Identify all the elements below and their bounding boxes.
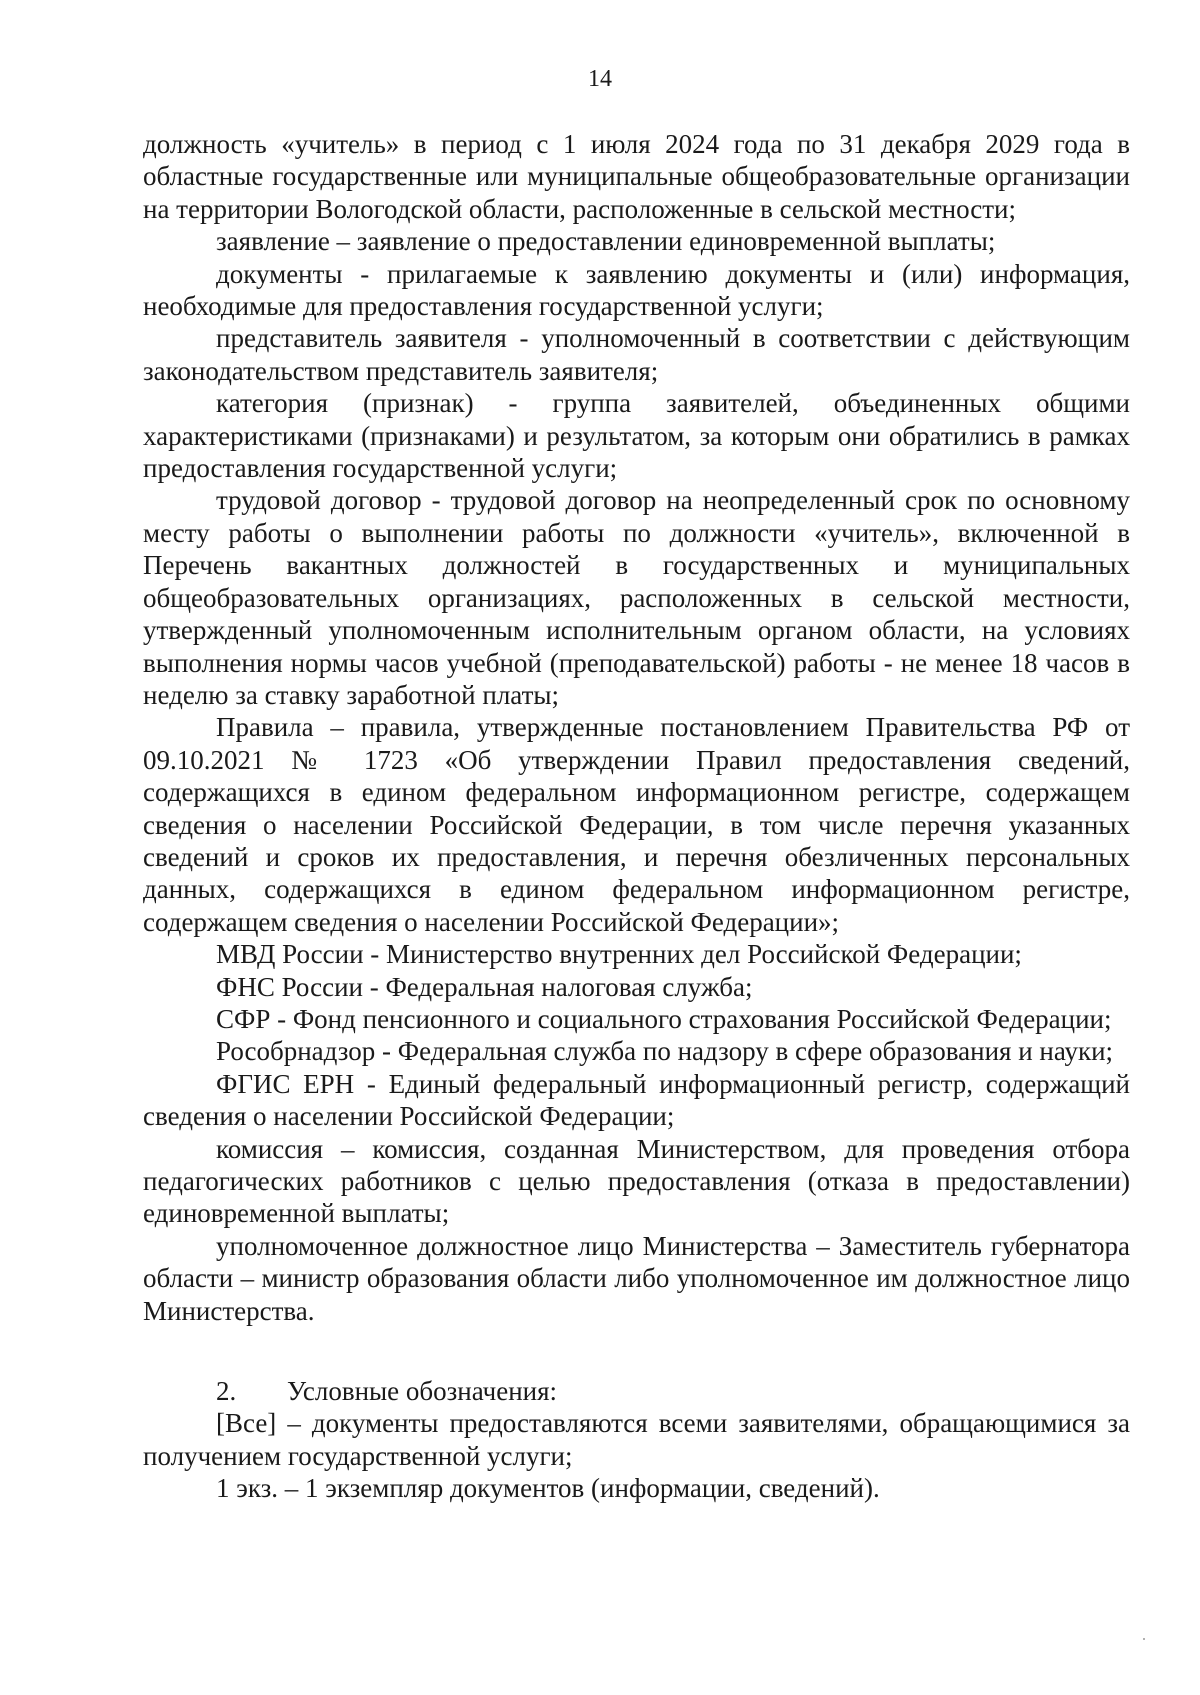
section-number: 2. xyxy=(216,1376,237,1407)
definition-fns: ФНС России - Федеральная налоговая служба; xyxy=(216,971,753,1002)
definition-trudovoy-dogovor: трудовой договор - трудовой договор на неопределенный срок по основному месту работы о выполнении работы по должности «учитель», включенной в Перечень вакантных должностей в государственных и муниципальных общеобразовательных организациях, расположенных в сельской местности, утвержденный уполномоченным исполнительным органом области, на условиях выполнения нормы часов учебной (преподавательской) работы - не менее 18 часов в неделю за ставку заработной платы; xyxy=(143,485,1130,710)
notation-vse: [Все] – документы предоставляются всеми заявителями, обращающимися за получением государственной услуги; xyxy=(143,1408,1130,1471)
definition-upolnomochennoe-litso: уполномоченное должностное лицо Министерства – Заместитель губернатора области – министр образования области либо уполномоченное им должностное лицо Министерства. xyxy=(143,1230,1130,1326)
definition-zayavlenie: заявление – заявление о предоставлении единовременной выплаты; xyxy=(216,226,996,257)
section-heading xyxy=(143,1375,1130,1407)
definition-sfr: СФР - Фонд пенсионного и социального страхования Российской Федерации; xyxy=(216,1003,1112,1034)
definition-continuation: должность «учитель» в период с 1 июля 2024 года по 31 декабря 2029 года в областные государственные или муниципальные общеобразовательные организации на территории Вологодской области, расположенные в сельской местности; xyxy=(143,129,1130,224)
definition-rosobrnadzor: Рособрнадзор - Федеральная служба по надзору в сфере образования и науки; xyxy=(216,1036,1114,1067)
definition-pravila: Правила – правила, утвержденные постановлением Правительства РФ от 09.10.2021 № 1723 «Об утверждении Правил предоставления сведений, содержащихся в едином федеральном информационном регистре, содержащем сведения о населении Российской Федерации, в том числе перечня указанных сведений и сроков их предоставления, и перечня обезличенных персональных данных, содержащихся в едином федеральном информационном регистре, содержащем сведения о населении Российской Федерации»; xyxy=(143,712,1130,937)
definition-komissiya: комиссия – комиссия, созданная Министерством, для проведения отбора педагогических работников с целью предоставления (отказа в предоставлении) единовременной выплаты; xyxy=(143,1133,1130,1229)
definition-mvd: МВД России - Министерство внутренних дел Российской Федерации; xyxy=(216,939,1022,970)
definition-fgis-ern: ФГИС ЕРН - Единый федеральный информационный регистр, содержащий сведения о населении Российской Федерации; xyxy=(143,1068,1130,1132)
definition-kategoriya: категория (признак) - группа заявителей, объединенных общими характеристиками (признаками) и результатом, за которым они обратились в рамках предоставления государственной услуги; xyxy=(143,388,1130,484)
document-body xyxy=(143,128,1130,1505)
definition-dokumenty: документы - прилагаемые к заявлению документы и (или) информация, необходимые для предоставления государственной услуги; xyxy=(143,258,1130,322)
definition-predstavitel: представитель заявителя - уполномоченный в соответствии с действующим законодательством представитель заявителя; xyxy=(143,323,1130,386)
section-title: Условные обозначения: xyxy=(287,1376,558,1407)
notation-ekz: 1 экз. – 1 экземпляр документов (информации, сведений). xyxy=(216,1473,880,1504)
scan-speck xyxy=(1143,1638,1145,1640)
page-number: 14 xyxy=(588,66,612,92)
